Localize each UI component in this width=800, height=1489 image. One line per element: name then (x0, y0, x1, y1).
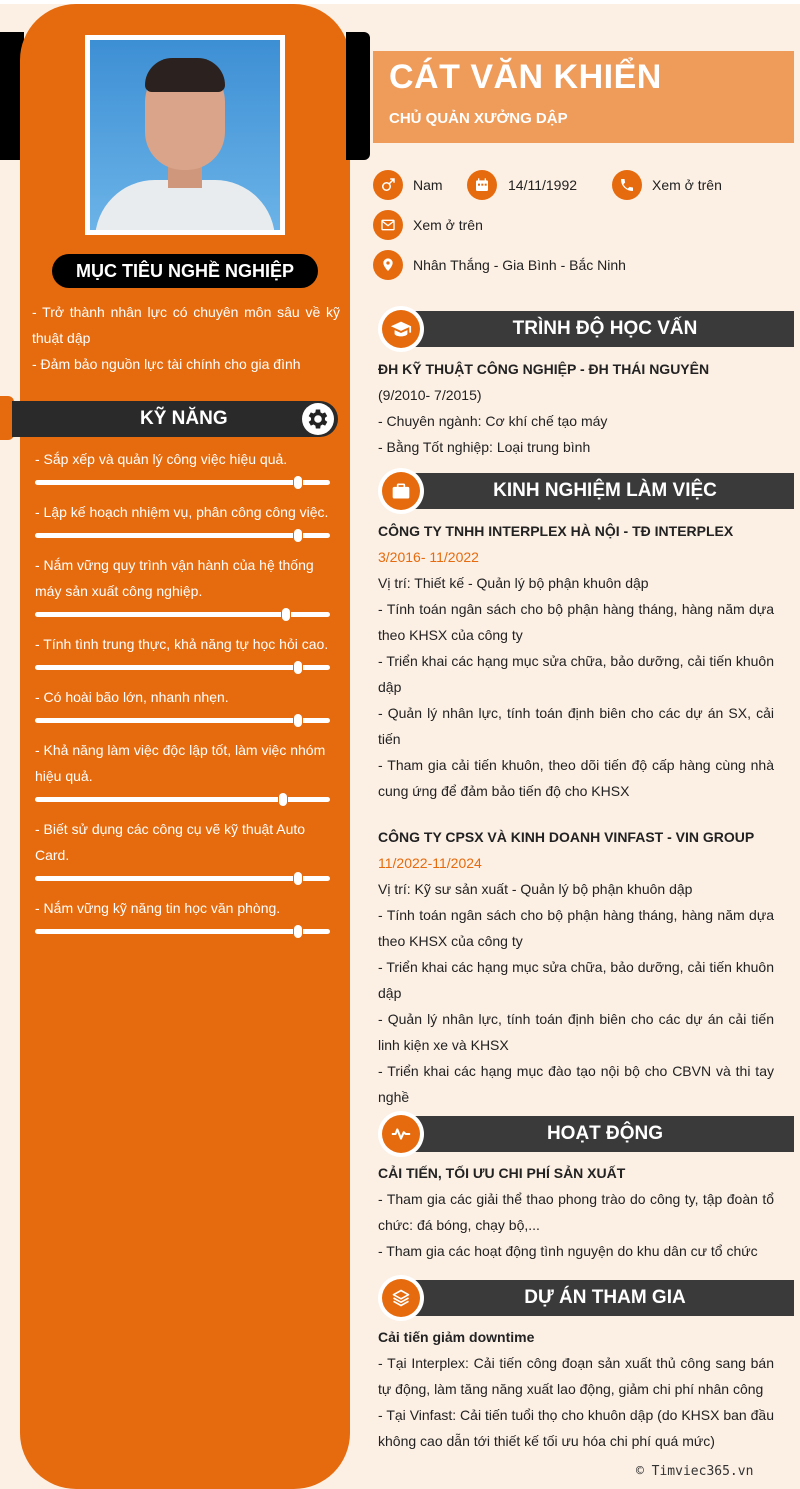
candidate-name: CÁT VĂN KHIỂN (389, 58, 662, 96)
skills-list (35, 446, 339, 948)
skills-title: KỸ NĂNG (12, 401, 338, 437)
job-line: - Tham gia cải tiến khuôn, theo dõi tiến độ cấp hàng cùng nhà cung ứng để đảm bảo tiến độ cho KHSX (378, 757, 774, 799)
education-major: - Chuyên ngành: Cơ khí chế tạo máy (378, 413, 608, 429)
project-line: - Tại Interplex: Cải tiến công đoạn sản xuất thủ công sang bán tự động, làm tăng năng xuất lao động, giảm chi phí nhân công (378, 1355, 774, 1397)
skill-item: - Sắp xếp và quản lý công việc hiệu quả. (35, 446, 339, 485)
pulse-icon (382, 1115, 420, 1153)
company-name: CÔNG TY CPSX VÀ KINH DOANH VINFAST - VIN GROUP (378, 829, 755, 845)
gear-icon (302, 403, 334, 435)
layers-icon (382, 1279, 420, 1317)
job-line: - Tính toán ngân sách cho bộ phận hàng tháng, hàng năm dựa theo KHSX của công ty (378, 601, 774, 643)
graduation-cap-icon (382, 310, 420, 348)
gender-icon (373, 170, 403, 200)
skill-level-bar (35, 797, 330, 802)
projects-content (378, 1324, 774, 1454)
skill-item: - Lập kế hoạch nhiệm vụ, phân công công việc. (35, 499, 339, 538)
skill-level-bar (35, 718, 330, 723)
job-line: - Triển khai các hạng mục sửa chữa, bảo dưỡng, cải tiến khuôn dập (378, 653, 774, 695)
company-name: CÔNG TY TNHH INTERPLEX HÀ NỘI - TĐ INTERPLEX (378, 523, 734, 539)
job-line: - Triển khai các hạng mục đào tạo nội bộ cho CBVN và thi tay nghề (378, 1063, 774, 1105)
job-line: - Quản lý nhân lực, tính toán định biên cho các dự án SX, cải tiến (378, 705, 774, 747)
job-period: 3/2016- 11/2022 (378, 549, 479, 565)
education-period: (9/2010- 7/2015) (378, 387, 482, 403)
address-value: Nhân Thắng - Gia Bình - Bắc Ninh (413, 257, 626, 273)
activity-line: - Tham gia các giải thể thao phong trào do công ty, tập đoàn tổ chức: đá bóng, chạy bộ,... (378, 1191, 774, 1233)
skill-level-bar (35, 612, 330, 617)
job-period: 11/2022-11/2024 (378, 855, 482, 871)
experience-badge (378, 468, 424, 514)
footer-watermark: © Timviec365.vn (636, 1464, 754, 1479)
skill-level-bar (35, 929, 330, 934)
birthday-value: 14/11/1992 (508, 177, 578, 193)
education-degree: - Bằng Tốt nghiệp: Loại trung bình (378, 439, 591, 455)
skill-item: - Nắm vững quy trình vận hành của hệ thống máy sản xuất công nghiệp. (35, 552, 339, 617)
projects-title: DỰ ÁN THAM GIA (400, 1280, 794, 1316)
email-icon (373, 210, 403, 240)
briefcase-icon (382, 472, 420, 510)
objective-line: - Trở thành nhân lực có chuyên môn sâu về kỹ thuật dập (32, 304, 340, 346)
activities-badge (378, 1111, 424, 1157)
skill-item: - Tính tình trung thực, khả năng tự học hỏi cao. (35, 631, 339, 670)
calendar-icon (467, 170, 497, 200)
activities-title: HOẠT ĐỘNG (400, 1116, 794, 1152)
phone-value: Xem ở trên (652, 177, 722, 193)
job-line: - Quản lý nhân lực, tính toán định biên cho các dự án cải tiến linh kiện xe và KHSX (378, 1011, 774, 1053)
education-content (378, 356, 774, 460)
activities-heading: CẢI TIẾN, TỐI ƯU CHI PHÍ SẢN XUẤT (378, 1165, 626, 1181)
email-value: Xem ở trên (413, 217, 483, 233)
phone-icon (612, 170, 642, 200)
location-icon (373, 250, 403, 280)
skill-item: - Có hoài bão lớn, nhanh nhẹn. (35, 684, 339, 723)
project-heading: Cải tiến giảm downtime (378, 1329, 535, 1345)
skill-item: - Biết sử dụng các công cụ vẽ kỹ thuật Auto Card. (35, 816, 339, 881)
job-line: Vị trí: Thiết kế - Quản lý bộ phận khuôn dập (378, 575, 649, 591)
projects-badge (378, 1275, 424, 1321)
activities-content (378, 1160, 774, 1264)
skill-level-bar (35, 533, 330, 538)
activity-line: - Tham gia các hoạt động tình nguyện do khu dân cư tổ chức (378, 1243, 758, 1259)
job-line: - Tính toán ngân sách cho bộ phận hàng tháng, hàng năm dựa theo KHSX của công ty (378, 907, 774, 949)
decor-block-right (346, 32, 370, 160)
job-line: - Triển khai các hạng mục sửa chữa, bảo dưỡng, cải tiến khuôn dập (378, 959, 774, 1001)
skill-item: - Nắm vững kỹ năng tin học văn phòng. (35, 895, 339, 934)
experience-content (378, 518, 774, 1110)
job-entry (378, 518, 774, 804)
project-line: - Tại Vinfast: Cải tiến tuổi thọ cho khuôn dập (do KHSX ban đầu không cao dẫn tới thiết kế tối ưu hóa chi phí quá mức) (378, 1407, 774, 1449)
skill-level-bar (35, 665, 330, 670)
skill-level-bar (35, 876, 330, 881)
education-title: TRÌNH ĐỘ HỌC VẤN (400, 311, 794, 347)
skill-item: - Khả năng làm việc độc lập tốt, làm việc nhóm hiệu quả. (35, 737, 339, 802)
job-entry (378, 824, 774, 1110)
job-title: CHỦ QUẢN XƯỞNG DẬP (389, 110, 568, 127)
job-line: Vị trí: Kỹ sư sản xuất - Quản lý bộ phận khuôn dập (378, 881, 693, 897)
gender-value: Nam (413, 177, 443, 193)
skill-level-bar (35, 480, 330, 485)
education-badge (378, 306, 424, 352)
objective-title: MỤC TIÊU NGHỀ NGHIỆP (52, 254, 318, 288)
objective-text (32, 299, 340, 377)
avatar-photo (90, 40, 280, 230)
avatar (85, 35, 285, 235)
objective-line: - Đảm bảo nguồn lực tài chính cho gia đình (32, 356, 301, 372)
experience-title: KINH NGHIỆM LÀM VIỆC (400, 473, 794, 509)
school-name: ĐH KỸ THUẬT CÔNG NGHIỆP - ĐH THÁI NGUYÊN (378, 361, 710, 377)
